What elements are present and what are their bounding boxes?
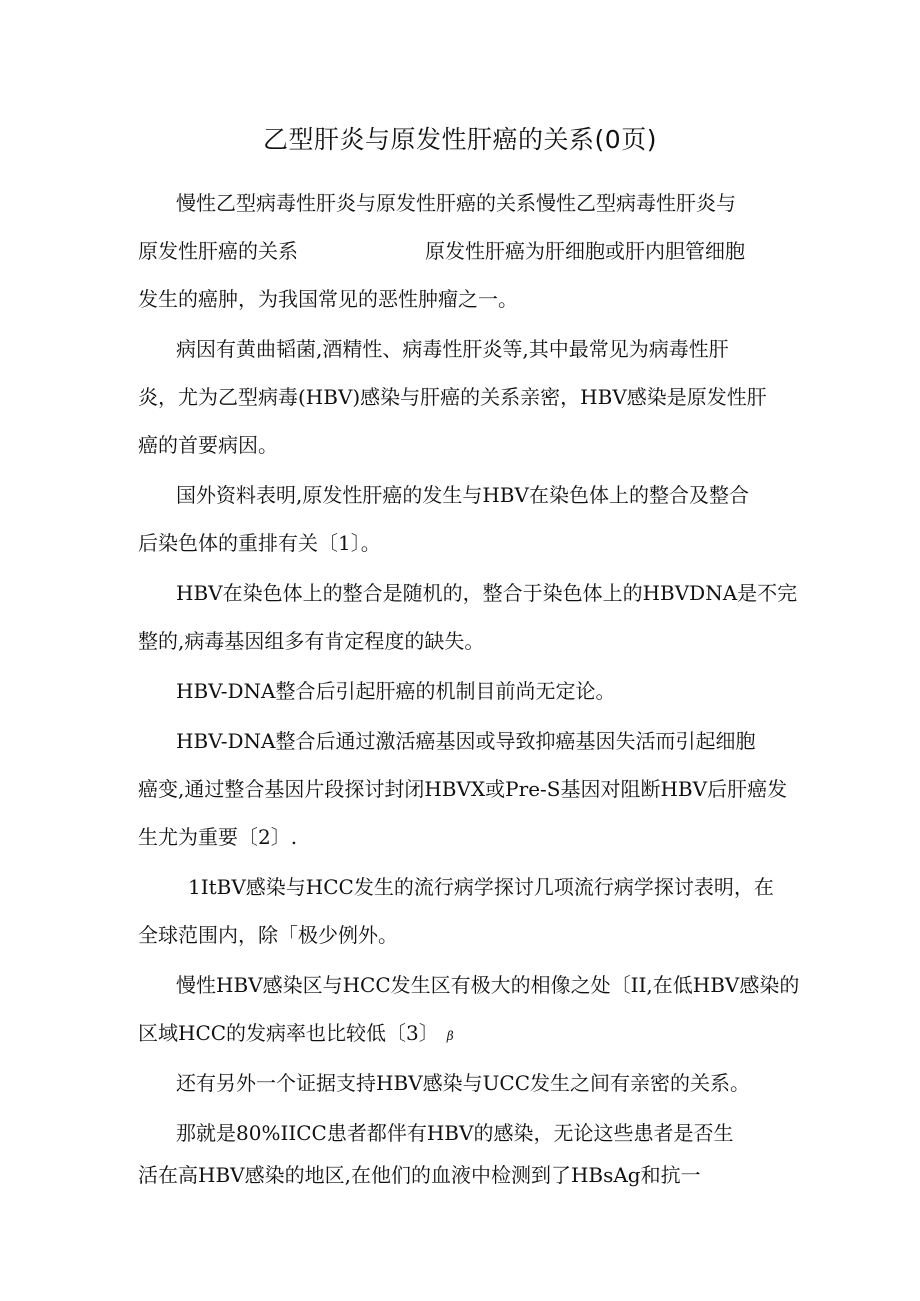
paragraph-line: 生尤为重要〔2〕. — [138, 825, 298, 849]
paragraph-line: 慢性乙型病毒性肝炎与原发性肝癌的关系慢性乙型病毒性肝炎与 — [176, 191, 736, 215]
paragraph-line: 炎，尤为乙型病毒(HBV)感染与肝癌的关系亲密，HBV感染是原发性肝 — [138, 385, 767, 409]
paragraph-line: 原发性肝癌的关系 — [138, 239, 298, 263]
document-title: 乙型肝炎与原发性肝癌的关系(0页) — [263, 125, 657, 154]
paragraph-line: 国外资料表明,原发性肝癌的发生与HBV在染色体上的整合及整合 — [176, 483, 749, 507]
paragraph-line: 发生的癌肿，为我国常见的恶性肿瘤之一。 — [138, 287, 518, 311]
paragraph-line: 癌变,通过整合基因片段探讨封闭HBVX或Pre-S基因对阻断HBV后肝癌发 — [138, 777, 788, 801]
paragraph-text: 区域HCC的发病率也比较低〔3〕 — [138, 1021, 439, 1045]
paragraph-line: HBV-DNA整合后引起肝癌的机制目前尚无定论。 — [176, 679, 616, 703]
paragraph-line: 整的,病毒基因组多有肯定程度的缺失。 — [138, 629, 485, 653]
paragraph-line: 还有另外一个证据支持HBV感染与UCC发生之间有亲密的关系。 — [176, 1071, 751, 1095]
paragraph-line — [138, 1018, 454, 1051]
paragraph-line: 活在高HBV感染的地区,在他们的血液中检测到了HBsAg和抗一 — [138, 1163, 701, 1187]
paragraph-line: 慢性HBV感染区与HCC发生区有极大的相像之处〔II,在低HBV感染的 — [176, 973, 800, 997]
paragraph-line: 原发性肝癌为肝细胞或肝内胆管细胞 — [425, 239, 745, 263]
paragraph-line: 癌的首要病因。 — [138, 433, 278, 457]
paragraph-line: 全球范围内，除「极少例外。 — [138, 923, 398, 947]
paragraph-line: 1ItBV感染与HCC发生的流行病学探讨几项流行病学探讨表明，在 — [188, 875, 774, 899]
footnote-mark: β — [446, 1029, 454, 1043]
paragraph-line: HBV-DNA整合后通过激活癌基因或导致抑癌基因失活而引起细胞 — [176, 729, 756, 753]
paragraph-line: 后染色体的重排有关〔1〕。 — [138, 531, 381, 555]
paragraph-line: HBV在染色体上的整合是随机的，整合于染色体上的HBVDNA是不完 — [176, 581, 798, 605]
paragraph-line: 病因有黄曲韬菌,酒精性、病毒性肝炎等,其中最常见为病毒性肝 — [176, 337, 729, 361]
paragraph-line: 那就是80%IICC患者都伴有HBV的感染，无论这些患者是否生 — [176, 1121, 734, 1145]
